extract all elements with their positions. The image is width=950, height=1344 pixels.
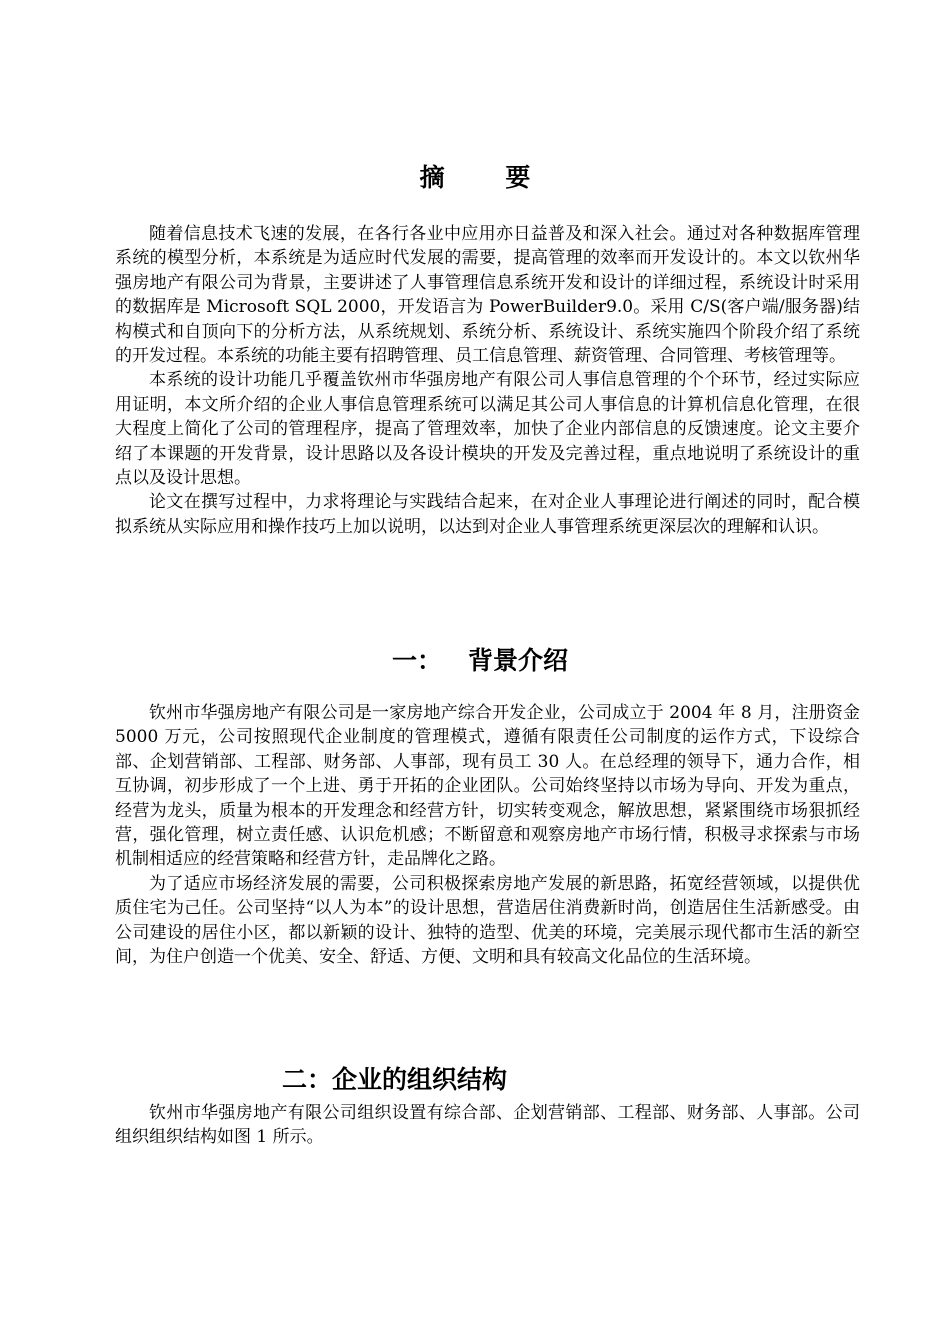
background-paragraph-1: 钦州市华强房地产有限公司是一家房地产综合开发企业，公司成立于 2004 年 8 月，注册资金 5000 万元，公司按照现代企业制度的管理模式，遵循有限责任公司制度的运作方式，下设综合部、企划营销部、工程部、财务部、人事部，现有员工 30 人。在总经理的领导下，通力合作，相互协调，初步形成了一个上进、勇于开拓的企业团队。公司始终坚持以市场为导向、开发为重点，经营为龙头，质量为根本的开发理念和经营方针，切实转变观念，解放思想，紧紧围绕市场狠抓经营，强化管理，树立责任感、认识危机感；不断留意和观察房地产市场行情，积极寻求探索与市场机制相适应的经营策略和经营方针，走品牌化之路。 [115,703,860,870]
abstract-paragraph-1: 随着信息技术飞速的发展，在各行各业中应用亦日益普及和深入社会。通过对各种数据库管理系统的模型分析，本系统是为适应时代发展的需要，提高管理的效率而开发设计的。本文以钦州华强房地产有限公司为背景，主要讲述了人事管理信息系统开发和设计的详细过程，系统设计时采用的数据库是 Microsoft SQL 2000，开发语言为 PowerBuilder9.0。采用 C/S(客户端/服务器)结构模式和自顶向下的分析方法，从系统规划、系统分析、系统设计、系统实施四个阶段介绍了系统的开发过程。本系统的功能主要有招聘管理、员工信息管理、薪资管理、合同管理、考核管理等。 [115,224,860,367]
background-title-number: 一： [392,646,443,675]
background-body [115,701,860,969]
background-title-text: 背景介绍 [468,646,569,675]
organization-paragraph-1: 钦州市华强房地产有限公司组织设置有综合部、企划营销部、工程部、财务部、人事部。公司组织组织结构如图 1 所示。 [115,1103,860,1148]
abstract-paragraph-3: 论文在撰写过程中，力求将理论与实践结合起来，在对企业人事理论进行阐述的同时，配合模拟系统从实际应用和操作技巧上加以说明，以达到对企业人事管理系统更深层次的理解和认识。 [115,492,860,537]
organization-title: 二：企业的组织结构 [282,1065,508,1094]
abstract-paragraph-2: 本系统的设计功能几乎覆盖钦州市华强房地产有限公司人事信息管理的个个环节，经过实际应用证明，本文所介绍的企业人事信息管理系统可以满足其公司人事信息的计算机信息化管理，在很大程度上简化了公司的管理程序，提高了管理效率，加快了企业内部信息的反馈速度。论文主要介绍了本课题的开发背景，设计思路以及各设计模块的开发及完善过程，重点地说明了系统设计的重点以及设计思想。 [115,370,860,489]
organization-body [115,1101,860,1150]
abstract-body [115,222,860,539]
background-title [392,641,568,677]
background-paragraph-2: 为了适应市场经济发展的需要，公司积极探索房地产发展的新思路，拓宽经营领域，以提供优质住宅为己任。公司坚持“以人为本”的设计思想，营造居住消费新时尚，创造居住生活新感受。由公司建设的居住小区，都以新颖的设计、独特的造型、优美的环境，完美展示现代都市生活的新空间，为住户创造一个优美、安全、舒适、方便、文明和具有较高文化品位的生活环境。 [115,873,860,968]
abstract-title: 摘 要 [419,163,557,192]
